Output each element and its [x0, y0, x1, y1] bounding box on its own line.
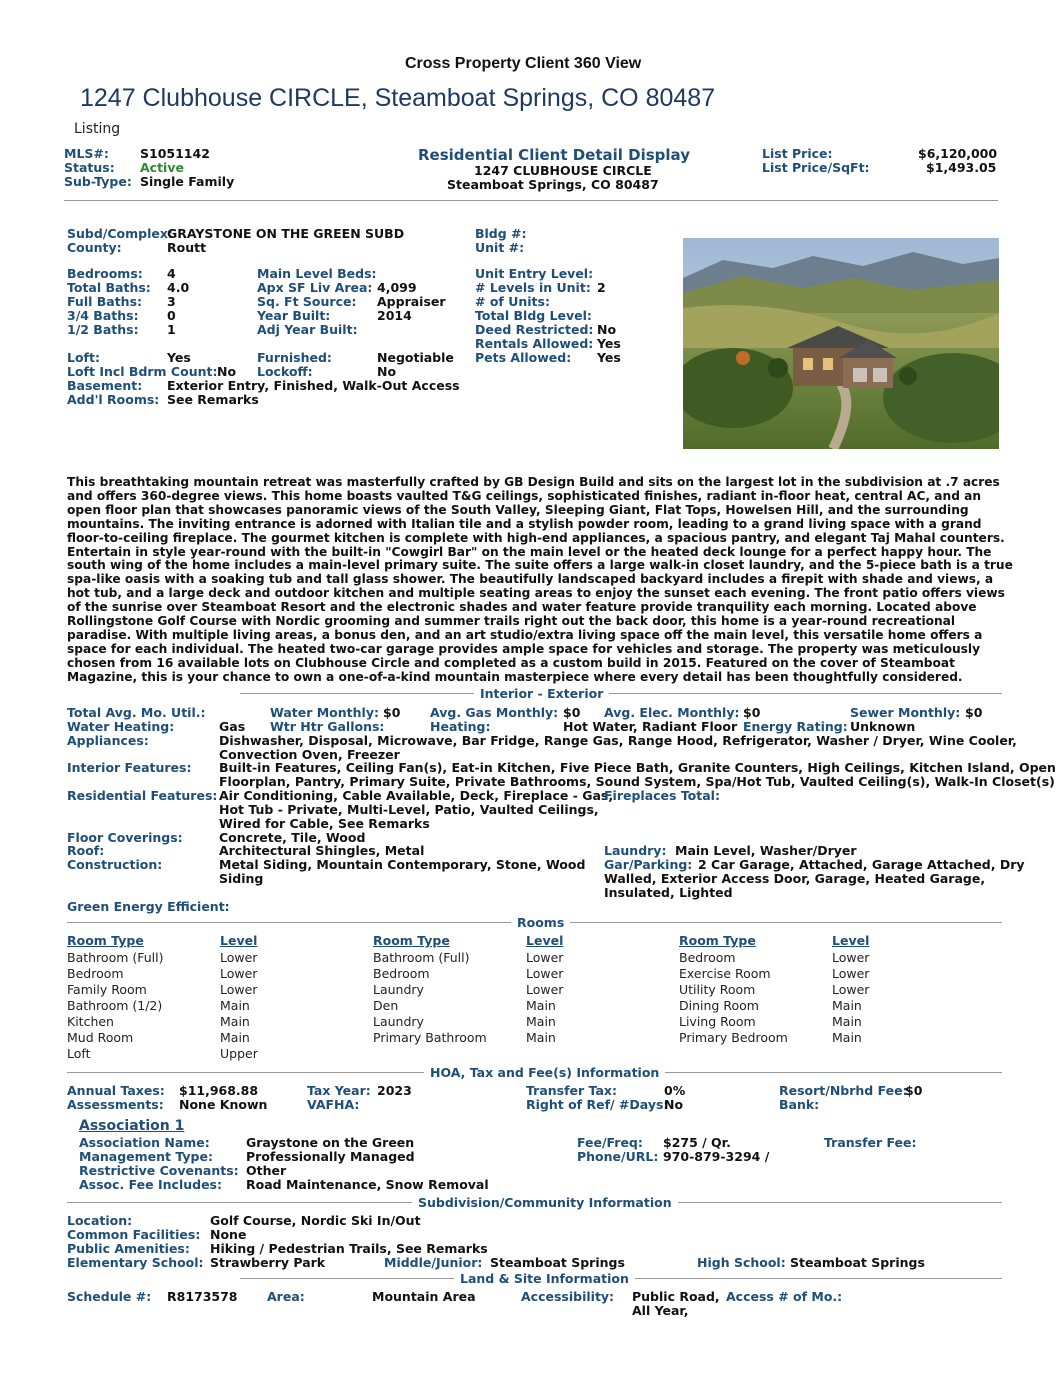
transfer-tax-value: 0%	[664, 1083, 686, 1098]
rooms-section-title: Rooms	[511, 915, 570, 930]
bedrooms-value: 4	[167, 266, 176, 281]
deed-restricted-label: Deed Restricted:	[475, 322, 594, 337]
room-level: Main	[832, 1030, 862, 1045]
price-sqft-value: $1,493.05	[926, 160, 997, 175]
location-label: Location:	[67, 1213, 133, 1228]
year-built-value: 2014	[377, 308, 412, 323]
room-type: Kitchen	[67, 1014, 114, 1029]
summary-divider	[64, 200, 998, 201]
tax-year-value: 2023	[377, 1083, 412, 1098]
public-amenities-value: Hiking / Pedestrian Trails, See Remarks	[210, 1241, 488, 1256]
garage-parking-line3: Insulated, Lighted	[604, 885, 733, 900]
view-title: Cross Property Client 360 View	[405, 55, 642, 72]
unit-entry-level-label: Unit Entry Level:	[475, 266, 594, 281]
energy-rating-label: Energy Rating:	[743, 719, 848, 734]
restrictive-covenants-value: Other	[246, 1163, 287, 1178]
energy-rating-value: Unknown	[850, 719, 916, 734]
fee-includes-value: Road Maintenance, Snow Removal	[246, 1177, 489, 1192]
total-bldg-level-label: Total Bldg Level:	[475, 308, 592, 323]
room-type: Bathroom (Full)	[67, 950, 164, 965]
pets-allowed-value: Yes	[597, 350, 621, 365]
assessments-value: None Known	[179, 1097, 268, 1112]
room-type: Dining Room	[679, 998, 759, 1013]
common-facilities-label: Common Facilities:	[67, 1227, 201, 1242]
addl-rooms-label: Add'l Rooms:	[67, 392, 160, 407]
room-level: Main	[832, 998, 862, 1013]
display-address-line1: 1247 CLUBHOUSE CIRCLE	[474, 163, 652, 178]
room-level: Lower	[832, 966, 870, 981]
interior-divider	[240, 693, 1002, 694]
middle-school-label: Middle/Junior:	[384, 1255, 483, 1270]
room-type: Laundry	[373, 982, 424, 997]
rentals-allowed-label: Rentals Allowed:	[475, 336, 594, 351]
loft-label: Loft:	[67, 350, 100, 365]
resort-fee-label: Resort/Nbrhd Fee:	[779, 1083, 908, 1098]
apx-sf-label: Apx SF Liv Area:	[257, 280, 373, 295]
annual-taxes-value: $11,968.88	[179, 1083, 259, 1098]
floor-coverings-value: Concrete, Tile, Wood	[219, 830, 366, 845]
garage-parking-line2: Walled, Exterior Access Door, Garage, Heated Garage,	[604, 871, 986, 886]
transfer-fee-label: Transfer Fee:	[824, 1135, 917, 1150]
total-baths-label: Total Baths:	[67, 280, 151, 295]
sewer-monthly-label: Sewer Monthly:	[850, 705, 961, 720]
heating-label: Heating:	[430, 719, 491, 734]
room-level: Main	[526, 1014, 556, 1029]
land-section-title: Land & Site Information	[454, 1271, 635, 1286]
accessibility-label: Accessibility:	[521, 1289, 615, 1304]
room-level: Lower	[526, 982, 564, 997]
schedule-label: Schedule #:	[67, 1289, 152, 1304]
half-baths-label: 1/2 Baths:	[67, 322, 139, 337]
room-type: Bathroom (Full)	[373, 950, 470, 965]
level-header-3: Level	[832, 933, 870, 948]
residential-features-line1: Air Conditioning, Cable Available, Deck, Fireplace - Gas,	[219, 788, 614, 803]
water-monthly-label: Water Monthly:	[270, 705, 379, 720]
sqft-source-value: Appraiser	[377, 294, 446, 309]
association-heading: Association 1	[79, 1118, 185, 1134]
roof-value: Architectural Shingles, Metal	[219, 843, 425, 858]
access-months-label: Access # of Mo.:	[726, 1289, 843, 1304]
transfer-tax-label: Transfer Tax:	[526, 1083, 617, 1098]
room-level: Main	[832, 1014, 862, 1029]
assessments-label: Assessments:	[67, 1097, 164, 1112]
garage-parking-label: Gar/Parking:	[604, 857, 693, 872]
county-value: Routt	[167, 240, 207, 255]
residential-features-label: Residential Features:	[67, 788, 218, 803]
fireplaces-total-label: Fireplaces Total:	[604, 788, 720, 803]
right-of-ref-value: No	[664, 1097, 684, 1112]
hoa-section-title: HOA, Tax and Fee(s) Information	[424, 1065, 665, 1080]
tax-year-label: Tax Year:	[307, 1083, 371, 1098]
appliances-line1: Dishwasher, Disposal, Microwave, Bar Fridge, Range Gas, Range Hood, Refrigerator, Washer / Dryer, Wine Cooler,	[219, 733, 1017, 748]
right-of-ref-label: Right of Ref/ #Days:	[526, 1097, 669, 1112]
total-util-label: Total Avg. Mo. Util.:	[67, 705, 206, 720]
gas-monthly-value: $0	[563, 705, 581, 720]
room-type: Bathroom (1/2)	[67, 998, 163, 1013]
construction-label: Construction:	[67, 857, 163, 872]
main-level-beds-label: Main Level Beds:	[257, 266, 377, 281]
room-level: Lower	[220, 950, 258, 965]
sewer-monthly-value: $0	[965, 705, 983, 720]
room-level: Upper	[220, 1046, 258, 1061]
subtype-value: Single Family	[140, 174, 235, 189]
fee-includes-label: Assoc. Fee Includes:	[79, 1177, 222, 1192]
list-price-label: List Price:	[762, 146, 833, 161]
residential-features-line2: Hot Tub - Private, Multi-Level, Patio, Vaulted Ceilings,	[219, 802, 599, 817]
area-value: Mountain Area	[372, 1289, 476, 1304]
room-type: Living Room	[679, 1014, 756, 1029]
common-facilities-value: None	[210, 1227, 247, 1242]
room-type: Family Room	[67, 982, 147, 997]
room-level: Lower	[220, 966, 258, 981]
schedule-value: R8173578	[167, 1289, 238, 1304]
room-level: Lower	[526, 966, 564, 981]
deed-restricted-value: No	[597, 322, 617, 337]
lockoff-value: No	[377, 364, 397, 379]
green-energy-label: Green Energy Efficient:	[67, 899, 230, 914]
room-type: Laundry	[373, 1014, 424, 1029]
community-section-title: Subdivision/Community Information	[412, 1195, 678, 1210]
vafha-label: VAFHA:	[307, 1097, 360, 1112]
annual-taxes-label: Annual Taxes:	[67, 1083, 165, 1098]
subd-value: GRAYSTONE ON THE GREEN SUBD	[167, 226, 405, 241]
middle-school-value: Steamboat Springs	[490, 1255, 625, 1270]
unit-label: Unit #:	[475, 240, 525, 255]
management-type-value: Professionally Managed	[246, 1149, 415, 1164]
construction-line1: Metal Siding, Mountain Contemporary, Stone, Wood	[219, 857, 586, 872]
fee-freq-label: Fee/Freq:	[577, 1135, 643, 1150]
apx-sf-value: 4,099	[377, 280, 417, 295]
property-photo	[683, 238, 999, 449]
room-type-header-3: Room Type	[679, 933, 756, 948]
accessibility-line1: Public Road,	[632, 1289, 720, 1304]
high-school-label: High School:	[697, 1255, 786, 1270]
basement-value: Exterior Entry, Finished, Walk-Out Access	[167, 378, 460, 393]
construction-line2: Siding	[219, 871, 264, 886]
phone-url-label: Phone/URL:	[577, 1149, 659, 1164]
display-address-line2: Steamboat Springs, CO 80487	[447, 177, 659, 192]
level-header-2: Level	[526, 933, 564, 948]
bank-label: Bank:	[779, 1097, 820, 1112]
room-type: Bedroom	[67, 966, 124, 981]
rentals-allowed-value: Yes	[597, 336, 621, 351]
levels-in-unit-value: 2	[597, 280, 606, 295]
room-type: Bedroom	[373, 966, 430, 981]
level-header-1: Level	[220, 933, 258, 948]
loft-incl-value: No	[217, 364, 237, 379]
gas-monthly-label: Avg. Gas Monthly:	[430, 705, 559, 720]
elec-monthly-label: Avg. Elec. Monthly:	[604, 705, 740, 720]
furnished-label: Furnished:	[257, 350, 332, 365]
appliances-label: Appliances:	[67, 733, 149, 748]
room-level: Lower	[832, 982, 870, 997]
room-type: Primary Bedroom	[679, 1030, 788, 1045]
room-type-header-1: Room Type	[67, 933, 144, 948]
loft-value: Yes	[167, 350, 191, 365]
status-label: Status:	[64, 160, 115, 175]
mls-value: S1051142	[140, 146, 210, 161]
room-type-header-2: Room Type	[373, 933, 450, 948]
interior-features-line1: Built-in Features, Ceiling Fan(s), Eat-in Kitchen, Five Piece Bath, Granite Counters, High Ceilings, Kitchen Island, Open	[219, 760, 1056, 775]
fee-freq-value: $275 / Qr.	[663, 1135, 731, 1150]
interior-features-label: Interior Features:	[67, 760, 192, 775]
list-price-value: $6,120,000	[918, 146, 998, 161]
county-label: County:	[67, 240, 122, 255]
management-type-label: Management Type:	[79, 1149, 213, 1164]
area-label: Area:	[267, 1289, 305, 1304]
adj-year-built-label: Adj Year Built:	[257, 322, 358, 337]
basement-label: Basement:	[67, 378, 143, 393]
subtype-label: Sub-Type:	[64, 174, 132, 189]
bedrooms-label: Bedrooms:	[67, 266, 143, 281]
lockoff-label: Lockoff:	[257, 364, 313, 379]
water-heating-value: Gas	[219, 719, 246, 734]
heating-value: Hot Water, Radiant Floor	[563, 719, 738, 734]
high-school-value: Steamboat Springs	[790, 1255, 925, 1270]
room-type: Loft	[67, 1046, 91, 1061]
furnished-value: Negotiable	[377, 350, 454, 365]
sqft-source-label: Sq. Ft Source:	[257, 294, 357, 309]
listing-label: Listing	[74, 121, 121, 137]
elec-monthly-value: $0	[743, 705, 761, 720]
elementary-school-label: Elementary School:	[67, 1255, 204, 1270]
price-sqft-label: List Price/SqFt:	[762, 160, 870, 175]
room-level: Lower	[220, 982, 258, 997]
property-description: This breathtaking mountain retreat was masterfully crafted by GB Design Build and sits on the largest lot in the subdivision at .7 acres and offers 360-degree views. This home boasts vaulted T&G ceilings, sophisticated finishes, radiant in-floor heat, central AC, and an open floor plan that showcases panoramic views of the South Valley, Sleeping Giant, Flat Tops, Howelsen Hill, and the surrounding mountains. The inviting entrance is adorned with Italian tile and a stylish powder room, leading to a grand living space with a grand floor-to-ceiling fireplace. The gourmet kitchen is complete with high-end appliances, a spacious pantry, and elegant Taj Mahal counters. Entertain in style year-round with the built-in "Cowgirl Bar" on the main level or the heated deck lounge for a perfect happy hour. The south wing of the home includes a main-level primary suite. The suite offers a large walk-in closet laundry, and the 5-piece bath is a true spa-like oasis with a soaking tub and tall glass shower. The beautifully landscaped backyard includes a firepit with shade and views, a hot tub, and a large deck and outdoor kitchen and multiple seating areas to enjoy the sunset each evening. The front patio offers views of the sunrise over Steamboat Resort and the electronic shades and water feature provide tranquility each morning. Located above Rollingstone Golf Course with Nordic grooming and summer trails right out the back door, this home is a year-round recreational paradise. With multiple living areas, a bonus den, and an art studio/extra living space off the main level, this versatile home offers a space for each individual. The heated two-car garage provides ample space for vehicles and storage. The property was meticulously chosen from 16 available lots on Clubhouse Circle and completed as a custom build in 2015. Featured on the cover of Steamboat Magazine, this is your chance to own a one-of-a-kind mountain masterpiece where every detail has been thoughtfully considered.	[67, 475, 1013, 684]
wtr-htr-gallons-label: Wtr Htr Gallons:	[270, 719, 385, 734]
location-value: Golf Course, Nordic Ski In/Out	[210, 1213, 421, 1228]
room-level: Main	[526, 1030, 556, 1045]
room-level: Main	[220, 1030, 250, 1045]
addl-rooms-value: See Remarks	[167, 392, 259, 407]
room-level: Lower	[526, 950, 564, 965]
floor-coverings-label: Floor Coverings:	[67, 830, 183, 845]
room-type: Utility Room	[679, 982, 756, 997]
restrictive-covenants-label: Restrictive Covenants:	[79, 1163, 239, 1178]
water-monthly-value: $0	[383, 705, 401, 720]
interior-section-title: Interior - Exterior	[474, 686, 609, 701]
half-baths-value: 1	[167, 322, 176, 337]
appliances-line2: Convection Oven, Freezer	[219, 747, 400, 762]
room-type: Mud Room	[67, 1030, 134, 1045]
num-units-label: # of Units:	[475, 294, 550, 309]
pets-allowed-label: Pets Allowed:	[475, 350, 572, 365]
room-type: Den	[373, 998, 399, 1013]
full-baths-label: Full Baths:	[67, 294, 143, 309]
phone-url-value: 970-879-3294 /	[663, 1149, 770, 1164]
accessibility-line2: All Year,	[632, 1303, 689, 1318]
loft-incl-label: Loft Incl Bdrm Count:	[67, 364, 218, 379]
page-title: 1247 Clubhouse CIRCLE, Steamboat Springs, CO 80487	[80, 84, 716, 112]
room-level: Main	[220, 1014, 250, 1029]
bldg-label: Bldg #:	[475, 226, 527, 241]
laundry-value: Main Level, Washer/Dryer	[675, 843, 857, 858]
laundry-label: Laundry:	[604, 843, 667, 858]
garage-parking-line1: 2 Car Garage, Attached, Garage Attached, Dry	[698, 857, 1025, 872]
full-baths-value: 3	[167, 294, 176, 309]
room-level: Main	[220, 998, 250, 1013]
association-name-value: Graystone on the Green	[246, 1135, 415, 1150]
subd-label: Subd/Complex:	[67, 226, 173, 241]
room-level: Main	[526, 998, 556, 1013]
water-heating-label: Water Heating:	[67, 719, 175, 734]
public-amenities-label: Public Amenities:	[67, 1241, 190, 1256]
display-title: Residential Client Detail Display	[418, 146, 690, 164]
interior-features-line2: Floorplan, Pantry, Primary Suite, Private Bathrooms, Sound System, Spa/Hot Tub, Vaulted Ceiling(s), Walk-In Closet(s)	[219, 774, 1055, 789]
room-level: Lower	[832, 950, 870, 965]
resort-fee-value: $0	[905, 1083, 923, 1098]
room-type: Primary Bathroom	[373, 1030, 487, 1045]
levels-in-unit-label: # Levels in Unit:	[475, 280, 591, 295]
room-type: Exercise Room	[679, 966, 771, 981]
total-baths-value: 4.0	[167, 280, 190, 295]
three-quarter-baths-value: 0	[167, 308, 176, 323]
mls-label: MLS#:	[64, 146, 109, 161]
residential-features-line3: Wired for Cable, See Remarks	[219, 816, 430, 831]
roof-label: Roof:	[67, 843, 105, 858]
association-name-label: Association Name:	[79, 1135, 210, 1150]
year-built-label: Year Built:	[257, 308, 331, 323]
elementary-school-value: Strawberry Park	[210, 1255, 326, 1270]
status-value: Active	[140, 160, 184, 175]
room-type: Bedroom	[679, 950, 736, 965]
three-quarter-baths-label: 3/4 Baths:	[67, 308, 139, 323]
